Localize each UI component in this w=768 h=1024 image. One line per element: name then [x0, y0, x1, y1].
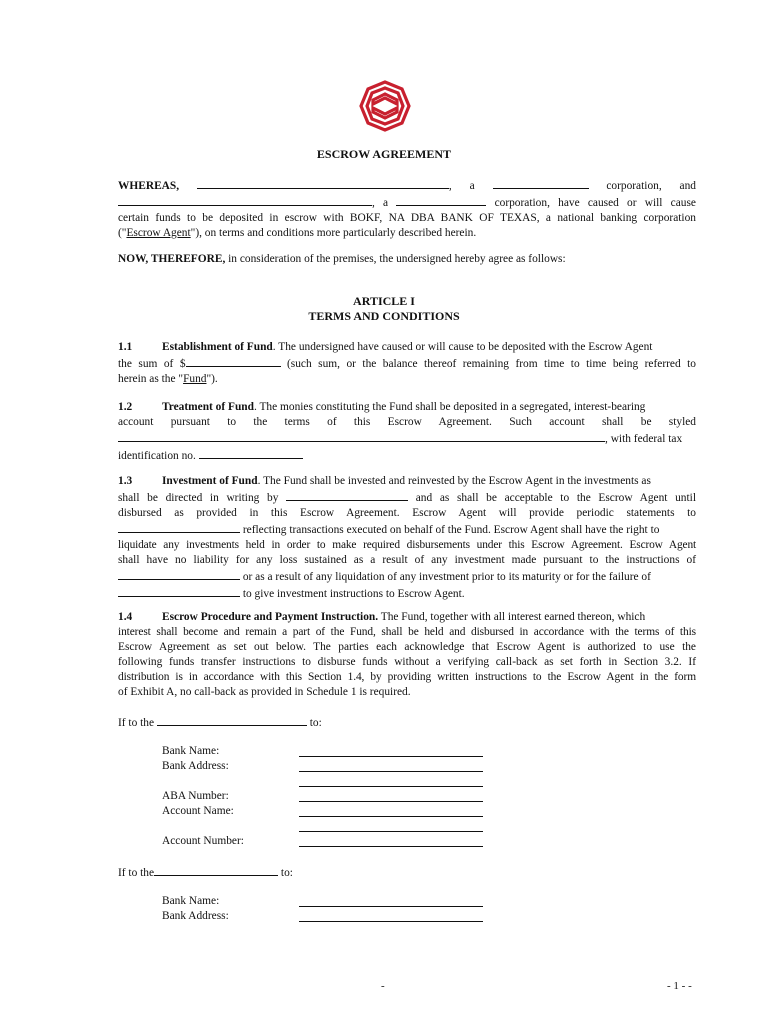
- party-blank-1[interactable]: [197, 177, 449, 189]
- section-number: 1.2: [118, 401, 133, 413]
- section-text: and as shall be acceptable to the Escrow Agent until: [408, 492, 696, 504]
- whereas-text: a: [469, 180, 475, 192]
- party-blank-2[interactable]: [118, 194, 372, 206]
- section-text: the sum of $: [118, 358, 186, 370]
- section-heading: Establishment of Fund: [162, 341, 273, 353]
- section-text: shall have no liability for any loss sustained as a result of any investment made pursuant to the instructions of: [118, 554, 696, 566]
- transfer-2-header: [118, 864, 696, 881]
- investment-party-blank[interactable]: [118, 585, 240, 597]
- section-heading: Escrow Procedure and Payment Instruction.: [162, 611, 379, 623]
- bank-name-blank[interactable]: [299, 906, 483, 907]
- bank-address-blank-2[interactable]: [299, 786, 483, 787]
- whereas-text: , a: [372, 197, 389, 209]
- transfer-text: to:: [306, 717, 322, 729]
- section-text: interest shall become and remain a part of the Fund, shall be held and disbursed in accordance with the terms of this: [118, 626, 696, 638]
- section-text: liquidate any investments held in order to make required disbursements under this Escrow Agreement. Escrow Agent: [118, 539, 696, 551]
- section-text: following funds transfer instructions to disburse funds without a verifying call-back as set forth in Section 3.2. If: [118, 656, 696, 668]
- section-1-2: [118, 400, 696, 464]
- section-text: reflecting transactions executed on behalf of the Fund. Escrow Agent shall have the right to: [240, 524, 660, 536]
- whereas-text: (": [118, 227, 127, 239]
- account-style-blank[interactable]: [118, 430, 605, 442]
- transfer-text: If to the: [118, 717, 157, 729]
- account-number-label: Account Number:: [162, 835, 244, 847]
- footer-dash: -: [381, 980, 385, 992]
- section-heading: Treatment of Fund: [162, 401, 254, 413]
- director-blank[interactable]: [286, 489, 408, 501]
- state-blank-1[interactable]: [493, 177, 589, 189]
- section-text: distribution is in accordance with this Section 1.4, by providing written instructions to the Escrow Agent in the form: [118, 671, 696, 683]
- whereas-line-1: WHEREAS, , a corporation, and: [118, 177, 696, 194]
- article-number: ARTICLE I: [353, 294, 415, 308]
- whereas-text: corporation, have caused or will cause: [494, 197, 696, 209]
- whereas-text: corporation,: [606, 180, 662, 192]
- amount-blank[interactable]: [186, 355, 281, 367]
- bank-logo-icon: [359, 80, 411, 132]
- statement-recipient-blank[interactable]: [118, 521, 240, 533]
- section-1-4: [118, 610, 696, 700]
- section-text: ").: [206, 373, 218, 385]
- section-number: 1.1: [118, 341, 133, 353]
- whereas-line-3: certain funds to be deposited in escrow with BOKF, NA DBA BANK OF TEXAS, a national banking corporation: [118, 212, 696, 224]
- section-text: . The Fund shall be invested and reinvested by the Escrow Agent in the investments as: [257, 475, 651, 487]
- transfer-text: to:: [278, 867, 293, 879]
- whereas-line-4: [118, 226, 696, 241]
- fund-term: Fund: [183, 373, 207, 385]
- section-heading: Investment of Fund: [162, 475, 258, 487]
- bank-address-blank[interactable]: [299, 771, 483, 772]
- bank-address-label: Bank Address:: [162, 760, 229, 772]
- section-number: 1.4: [118, 611, 133, 623]
- tax-id-blank[interactable]: [199, 447, 303, 459]
- bank-name-blank[interactable]: [299, 756, 483, 757]
- section-number: 1.3: [118, 475, 133, 487]
- now-therefore-text: in consideration of the premises, the undersigned hereby agree as follows:: [225, 253, 566, 265]
- account-name-blank[interactable]: [299, 816, 483, 817]
- transfer-text: If to the: [118, 867, 155, 879]
- account-number-blank[interactable]: [299, 846, 483, 847]
- article-heading: TERMS AND CONDITIONS: [308, 309, 460, 323]
- escrow-agent-term: Escrow Agent: [126, 227, 191, 239]
- now-therefore-paragraph: [118, 252, 696, 267]
- bank-address-blank[interactable]: [299, 921, 483, 922]
- document-title: ESCROW AGREEMENT: [316, 147, 452, 161]
- aba-number-blank[interactable]: [299, 801, 483, 802]
- section-text: identification no.: [118, 450, 199, 462]
- section-text: or as a result of any liquidation of any investment prior to its maturity or for the failure of: [240, 571, 651, 583]
- transfer-1-header: [118, 714, 696, 731]
- section-1-3: [118, 474, 696, 602]
- account-name-label: Account Name:: [162, 805, 234, 817]
- bank-address-label: Bank Address:: [162, 910, 229, 922]
- aba-number-label: ABA Number:: [162, 790, 229, 802]
- bank-name-label: Bank Name:: [162, 745, 220, 757]
- now-therefore-label: NOW, THEREFORE,: [118, 253, 226, 265]
- whereas-paragraph: [118, 177, 696, 241]
- section-text: . The undersigned have caused or will cause to be deposited with the Escrow Agent: [272, 341, 653, 353]
- section-text: shall be directed in writing by: [118, 492, 287, 504]
- section-text: herein as the ": [118, 373, 184, 385]
- whereas-line-2: [118, 194, 696, 211]
- section-text: disbursed as provided in this Escrow Agreement. Escrow Agent will provide periodic statements to: [118, 507, 696, 519]
- whereas-label: WHEREAS,: [118, 180, 180, 192]
- whereas-text: and: [679, 180, 696, 192]
- section-text: account pursuant to the terms of this Escrow Agreement. Such account shall be styled: [118, 416, 696, 428]
- bank-name-label: Bank Name:: [162, 895, 220, 907]
- section-1-1: [118, 340, 696, 387]
- section-text: of Exhibit A, no call-back as provided in Schedule 1 is required.: [118, 686, 411, 698]
- section-text: The Fund, together with all interest earned thereon, which: [378, 611, 646, 623]
- account-name-blank-2[interactable]: [299, 831, 483, 832]
- section-text: to give investment instructions to Escrow Agent.: [240, 588, 465, 600]
- section-text: . The monies constituting the Fund shall be deposited in a segregated, interest-bearing: [253, 401, 646, 413]
- section-text: , with federal tax: [605, 433, 683, 445]
- payee-blank-2[interactable]: [154, 864, 278, 876]
- section-text: (such sum, or the balance thereof remaining from time to time being referred to: [280, 358, 696, 370]
- whereas-text: "), on terms and conditions more particularly described herein.: [190, 227, 477, 239]
- instruction-party-blank[interactable]: [118, 568, 240, 580]
- section-text: Escrow Agreement as set out below. The parties each acknowledge that Escrow Agent is authorized to use the: [118, 641, 696, 653]
- payee-blank-1[interactable]: [157, 714, 307, 726]
- page-number: - 1 - -: [667, 980, 692, 992]
- state-blank-2[interactable]: [396, 194, 486, 206]
